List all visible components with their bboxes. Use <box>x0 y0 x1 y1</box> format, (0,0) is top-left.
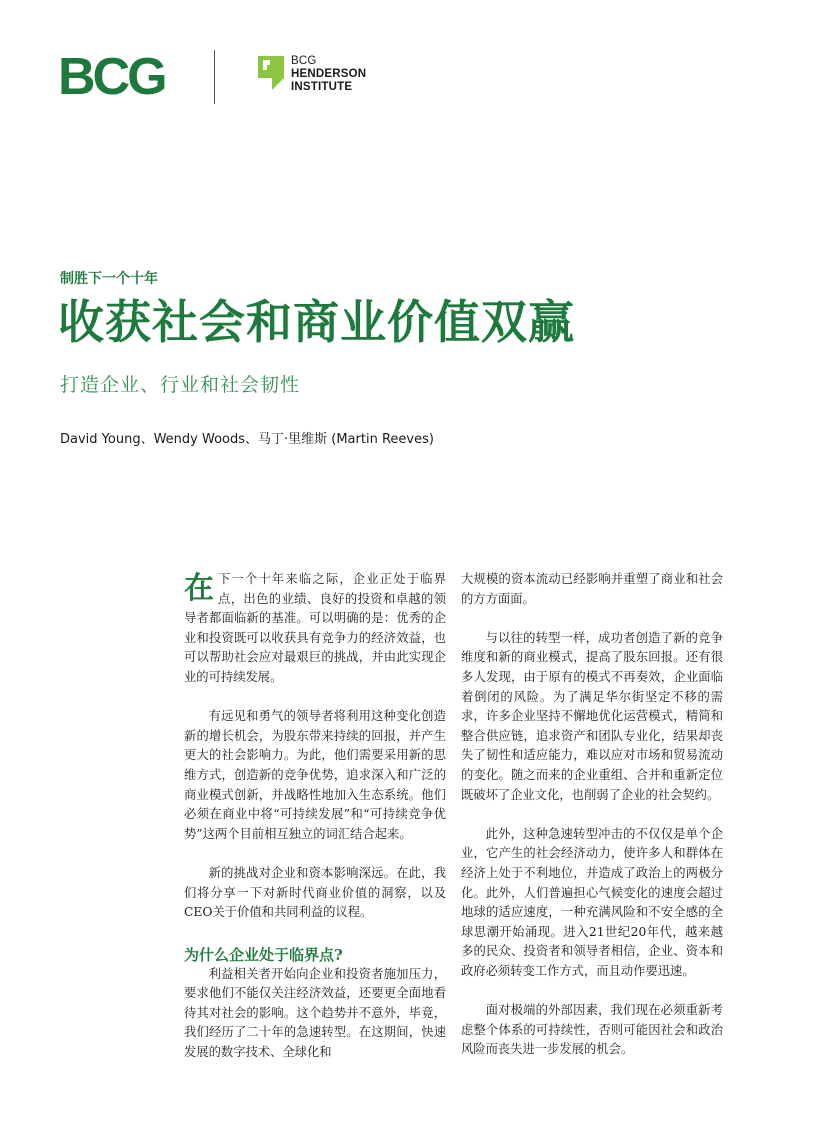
paragraph-5: 与以往的转型一样，成功者创造了新的竞争维度和新的商业模式，提高了股东回报。还有很多人发现，由于原有的模式不再奏效，企业面临着倒闭的风险。为了满足华尔街坚定不移的需求，许多企业坚持不懈地优化运营模式，精简和整合供应链，追求资产和团队专业化，结果却丧失了韧性和适应能力，难以应对市场和贸易流动的变化。随之而来的企业重组、合并和重新定位既破坏了企业文化，也削弱了企业的社会契约。 <box>461 630 723 802</box>
paragraph-2: 有远见和勇气的领导者将利用这种变化创造新的增长机会，为股东带来持续的回报，并产生更大的社会影响力。为此，他们需要采用新的思维方式，创造新的竞争优势，追求深入和广泛的商业模式创新，并战略性地加入生态系统。他们必须在商业中将“可持续发展”和“可持续竞争优势”这两个目前相互独立的词汇结合起来。 <box>184 709 446 841</box>
logo-divider <box>214 50 215 104</box>
paragraph-4: 利益相关者开始向企业和投资者施加压力，要求他们不能仅关注经济效益，还要更全面地看待其对社会的影响。这个趋势并不意外，毕竟，我们经历了二十年的急速转型。在这期间，快速发展的数字技术、全球化和 <box>184 966 446 1060</box>
kicker: 制胜下一个十年 <box>60 271 158 287</box>
bhi-logo-text <box>291 55 366 94</box>
bhi-line-2: HENDERSON <box>291 68 367 80</box>
bhi-line-1: BCG <box>291 55 317 67</box>
bhi-line-3: INSTITUTE <box>291 81 353 93</box>
section-heading: 为什么企业处于临界点? <box>184 945 343 964</box>
column-right <box>461 570 723 1060</box>
subtitle: 打造企业、行业和社会韧性 <box>60 374 301 396</box>
page-title: 收获社会和商业价值双赢 <box>58 295 575 349</box>
drop-cap: 在 <box>184 571 214 606</box>
paragraph-4-continued: 大规模的资本流动已经影响并重塑了商业和社会的方方面面。 <box>461 572 723 606</box>
paragraph-6: 此外，这种急速转型冲击的不仅仅是单个企业，它产生的社会经济动力，使许多人和群体在经济上处于不利地位，并造成了政治上的两极分化。此外，人们普遍担心气候变化的速度会超过地球的适应速度，一种充满风险和不安全感的全球思潮开始涌现。进入21世纪20年代，越来越多的民众、投资者和领导者相信，企业、资本和政府必须转变工作方式，而且动作要迅速。 <box>461 826 723 978</box>
paragraph-7: 面对极端的外部因素，我们现在必须重新考虑整个体系的可持续性，否则可能因社会和政治风险而丧失进一步发展的机会。 <box>461 1003 723 1057</box>
paragraph-1-text: 下一个十年来临之际，企业正处于临界点，出色的业绩、良好的投资和卓越的领导者都面临新的基准。可以明确的是：优秀的企业和投资既可以收获具有竞争力的经济效益，也可以帮助社会应对最艰巨的挑战，并由此实现企业的可持续发展。 <box>184 572 446 684</box>
authors: David Young、Wendy Woods、马丁·里维斯 (Martin Reeves) <box>60 432 434 447</box>
paragraph-1 <box>184 570 446 688</box>
bhi-logo-mark-icon <box>258 56 284 90</box>
paragraph-3: 新的挑战对企业和资本影响深远。在此，我们将分享一下对新时代商业价值的洞察，以及CEO关于价值和共同利益的议程。 <box>184 865 446 920</box>
column-left <box>184 570 446 1063</box>
bcg-logo: BCG <box>58 48 165 106</box>
